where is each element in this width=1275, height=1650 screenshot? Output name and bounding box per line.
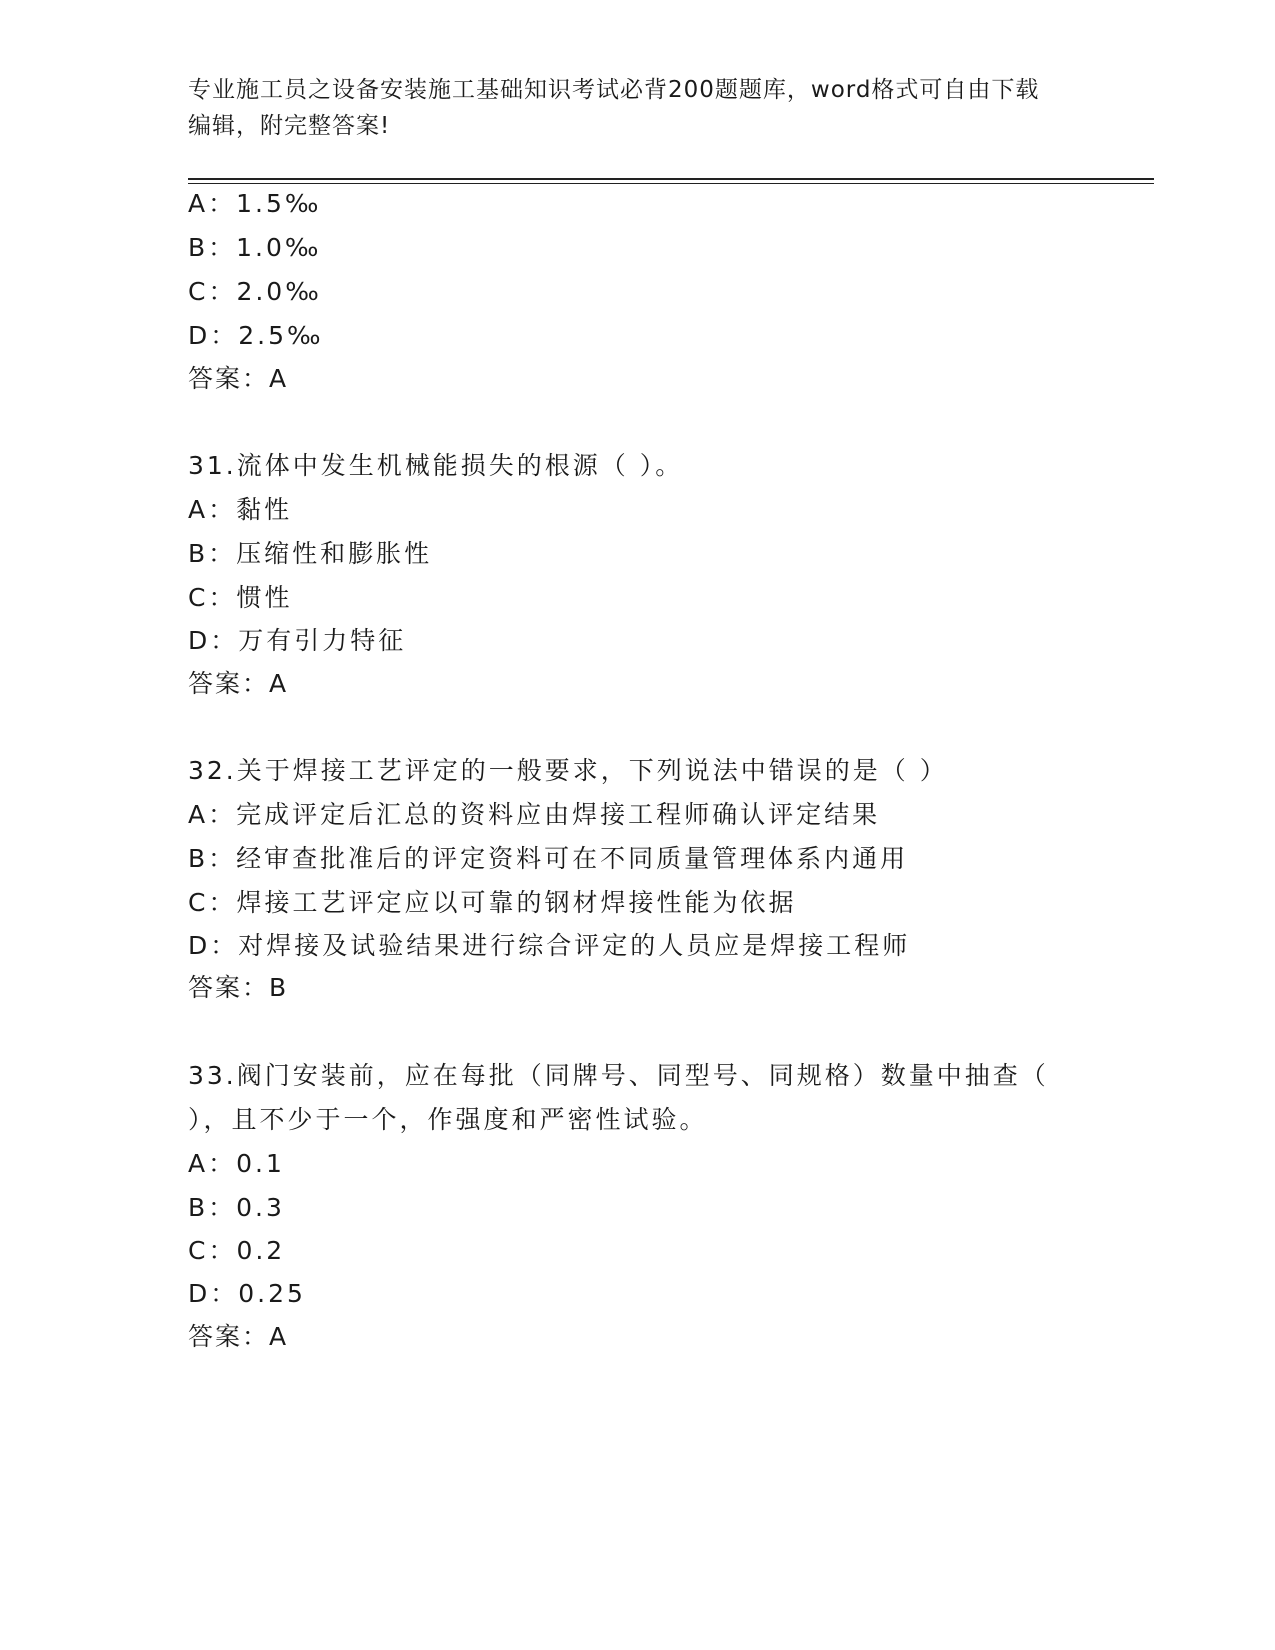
q33-option-a: A：0.1: [188, 1149, 285, 1178]
q31-option-c: C：惯性: [188, 583, 293, 612]
q31-option-d: D：万有引力特征: [188, 626, 407, 655]
q30-option-a: A：1.5‰: [188, 189, 322, 218]
q33-option-c: C：0.2: [188, 1236, 286, 1265]
header-title-line-2: 编辑，附完整答案!: [188, 113, 391, 139]
q31-answer: 答案：A: [188, 669, 289, 698]
q30-answer: 答案：A: [188, 364, 289, 393]
q32-option-d: D：对焊接及试验结果进行综合评定的人员应是焊接工程师: [188, 931, 911, 960]
q30-option-c: C：2.0‰: [188, 277, 322, 306]
q32-option-b: B：经审查批准后的评定资料可在不同质量管理体系内通用: [188, 844, 909, 873]
q33-option-d: D：0.25: [188, 1279, 306, 1308]
q31-question: 31.流体中发生机械能损失的根源（ ）。: [188, 451, 684, 480]
q30-option-b: B：1.0‰: [188, 233, 322, 262]
q33-answer: 答案：A: [188, 1322, 289, 1351]
q32-option-a: A：完成评定后汇总的资料应由焊接工程师确认评定结果: [188, 800, 881, 829]
q32-option-c: C：焊接工艺评定应以可靠的钢材焊接性能为依据: [188, 888, 797, 917]
q31-option-a: A：黏性: [188, 495, 293, 524]
header-divider-thin: [188, 183, 1154, 184]
q32-question: 32.关于焊接工艺评定的一般要求，下列说法中错误的是（ ）: [188, 756, 948, 785]
q32-answer: 答案：B: [188, 973, 289, 1002]
header-title-line-1: 专业施工员之设备安装施工基础知识考试必背200题题库，word格式可自由下载: [188, 77, 1040, 103]
header-divider-thick: [188, 178, 1154, 180]
q33-option-b: B：0.3: [188, 1193, 285, 1222]
document-header: [188, 72, 1088, 144]
q33-question-line-1: 33.阀门安装前，应在每批（同牌号、同型号、同规格）数量中抽查（: [188, 1061, 1049, 1090]
q31-option-b: B：压缩性和膨胀性: [188, 539, 433, 568]
q30-option-d: D：2.5‰: [188, 321, 324, 350]
q33-question-line-2: ），且不少于一个，作强度和严密性试验。: [188, 1105, 708, 1134]
